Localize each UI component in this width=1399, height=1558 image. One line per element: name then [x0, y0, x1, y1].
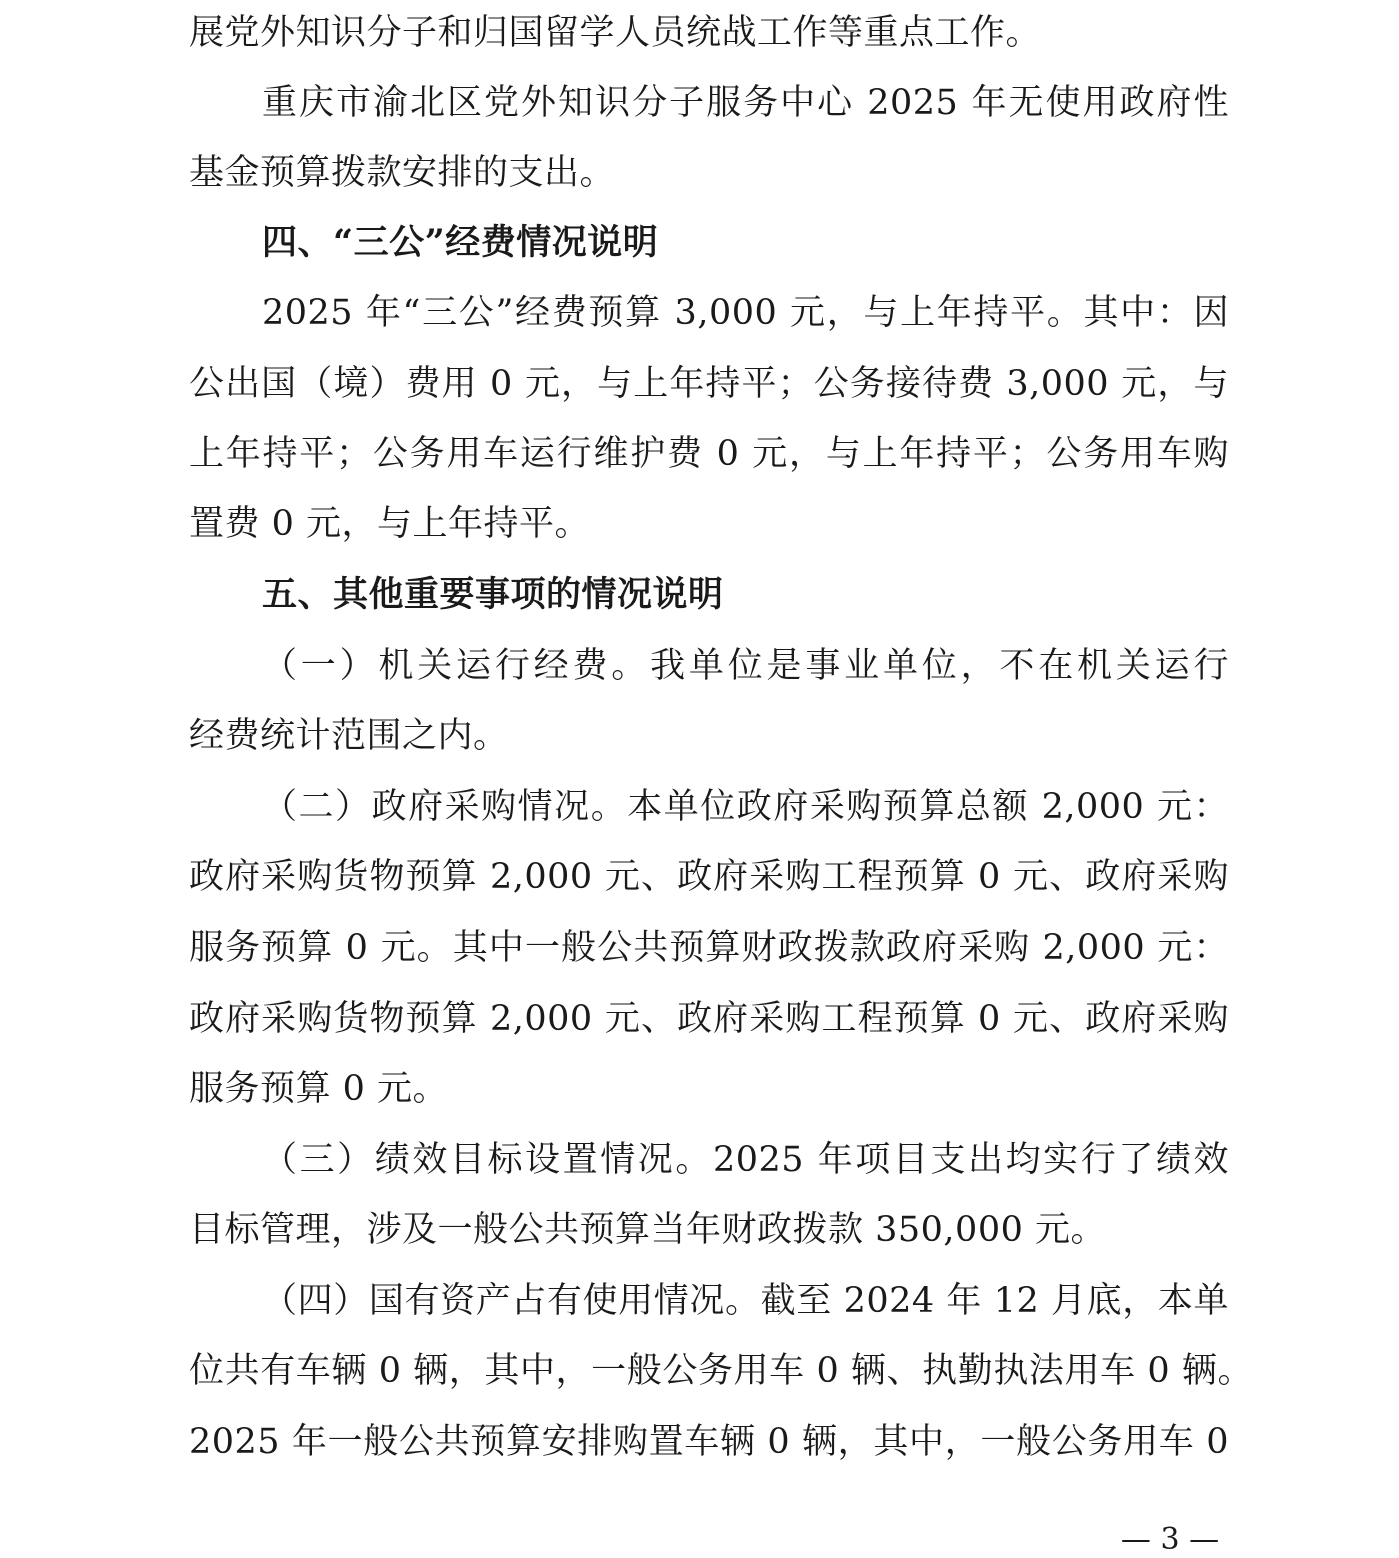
- paragraph-line: 政府采购货物预算 2,000 元、政府采购工程预算 0 元、政府采购: [189, 999, 1229, 1039]
- paragraph-line: 基金预算拨款安排的支出。: [189, 153, 616, 193]
- paragraph-line: （二）政府采购情况。本单位政府采购预算总额 2,000 元：: [262, 787, 1229, 827]
- paragraph-line: 2025 年一般公共预算安排购置车辆 0 辆，其中，一般公务用车 0: [189, 1422, 1229, 1462]
- paragraph-line: （一）机关运行经费。我单位是事业单位，不在机关运行: [262, 646, 1229, 686]
- paragraph-line: 2025 年“三公”经费预算 3,000 元，与上年持平。其中：因: [262, 293, 1229, 333]
- section-heading-5: 五、其他重要事项的情况说明: [262, 574, 724, 615]
- paragraph-line: 上年持平；公务用车运行维护费 0 元，与上年持平；公务用车购: [189, 434, 1229, 474]
- page-number: — 3 —: [1120, 1522, 1220, 1557]
- paragraph-line: （三）绩效目标设置情况。2025 年项目支出均实行了绩效: [262, 1140, 1229, 1180]
- paragraph-line: 重庆市渝北区党外知识分子服务中心 2025 年无使用政府性: [262, 83, 1229, 123]
- paragraph-line: 服务预算 0 元。其中一般公共预算财政拨款政府采购 2,000 元：: [189, 928, 1229, 968]
- paragraph-line: 展党外知识分子和归国留学人员统战工作等重点工作。: [189, 13, 1042, 53]
- section-heading-4: 四、“三公”经费情况说明: [262, 222, 659, 263]
- paragraph-line: 政府采购货物预算 2,000 元、政府采购工程预算 0 元、政府采购: [189, 857, 1229, 897]
- paragraph-line: （四）国有资产占有使用情况。截至 2024 年 12 月底，本单: [262, 1281, 1229, 1321]
- paragraph-line: 经费统计范围之内。: [189, 716, 509, 756]
- paragraph-line: 服务预算 0 元。: [189, 1069, 449, 1109]
- paragraph-line: 公出国（境）费用 0 元，与上年持平；公务接待费 3,000 元，与: [189, 364, 1229, 404]
- paragraph-line: 位共有车辆 0 辆，其中，一般公务用车 0 辆、执勤执法用车 0 辆。: [189, 1351, 1253, 1391]
- paragraph-line: 置费 0 元，与上年持平。: [189, 504, 591, 544]
- paragraph-line: 目标管理，涉及一般公共预算当年财政拨款 350,000 元。: [189, 1210, 1106, 1250]
